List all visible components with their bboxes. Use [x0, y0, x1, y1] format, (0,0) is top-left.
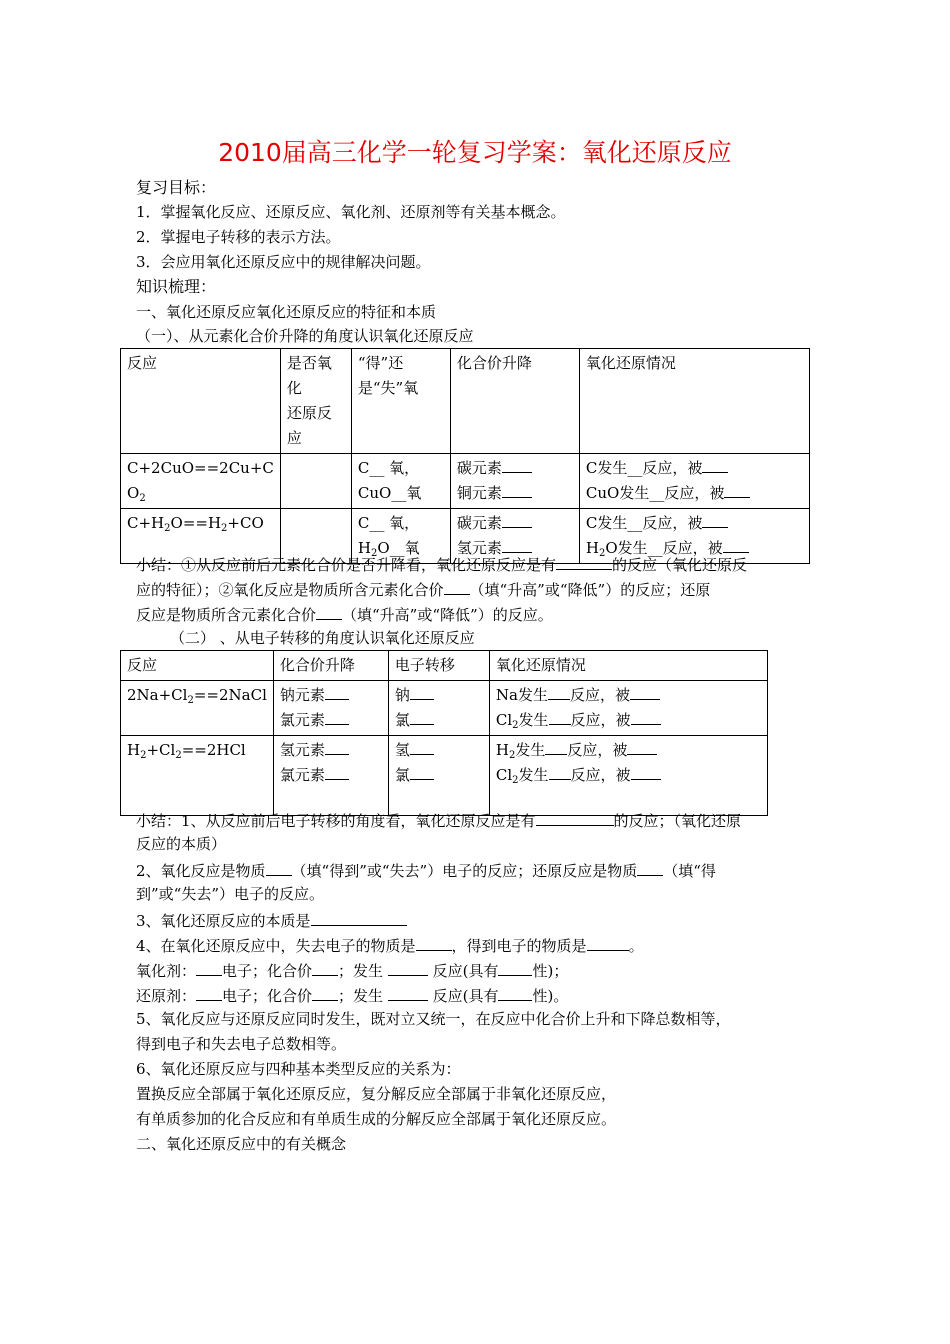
blank-line[interactable]: [325, 763, 349, 780]
blank-line[interactable]: [502, 536, 532, 553]
subsection-heading: （二） 、从电子转移的角度认识氧化还原反应: [170, 629, 475, 647]
blank-line[interactable]: [549, 763, 571, 780]
objective-item: 2．掌握电子转移的表示方法。: [136, 228, 341, 246]
blank-line[interactable]: [630, 683, 660, 700]
blank-line[interactable]: [196, 984, 222, 1001]
summary-line: [136, 578, 710, 600]
header-line: 是否氧化: [286, 354, 332, 397]
oxidant-line: [136, 959, 568, 981]
summary-line: [136, 859, 716, 881]
blank-line[interactable]: [196, 959, 222, 976]
summary-text: 反应是物质所含元素化合价: [136, 606, 317, 624]
subscript: 2: [221, 523, 228, 534]
blank-line[interactable]: [410, 683, 434, 700]
summary-text: ，得到电子的物质是: [451, 937, 587, 955]
blank-line[interactable]: [266, 859, 292, 876]
summary-line: [136, 809, 741, 831]
oxygen-text: O__氧: [377, 539, 420, 557]
situation-text: 反应，被: [570, 711, 631, 729]
situation-text: CuO发生__反应，被: [585, 484, 725, 502]
blank-line[interactable]: [702, 511, 728, 528]
summary-line: [136, 909, 407, 931]
situation-text: H: [495, 741, 509, 759]
summary-text: 。: [628, 937, 644, 955]
situation-text: Na发生: [495, 686, 548, 704]
summary-text: 性)；: [532, 962, 569, 980]
summary-line: 6、氧化还原反应与四种基本类型反应的关系为：: [136, 1060, 461, 1078]
element-label: 氯: [394, 766, 410, 784]
summary-text: （填“得: [663, 862, 716, 880]
table-row: [121, 681, 768, 736]
page-title: 2010届高三化学一轮复习学案：氧化还原反应: [218, 138, 732, 167]
reaction-cell: [121, 736, 274, 816]
summary-text: 性)。: [532, 987, 569, 1005]
situation-text: H: [585, 539, 599, 557]
subscript: 2: [187, 695, 194, 706]
reaction-text: H: [127, 741, 141, 759]
blank-line[interactable]: [410, 763, 434, 780]
blank-line[interactable]: [627, 738, 657, 755]
blank-line[interactable]: [502, 456, 532, 473]
header-cell: “得”还是“失”氧: [351, 349, 450, 454]
summary-line: 到”或“失去”）电子的反应。: [136, 885, 325, 903]
table-header-row: [121, 349, 810, 454]
summary-line: 5、氧化反应与还原反应同时发生，既对立又统一，在反应中化合价上升和下降总数相等，: [136, 1010, 731, 1028]
summary-text: （填“得到”或“失去”）电子的反应；还原反应是物质: [291, 862, 638, 880]
reaction-text: ==2HCl: [181, 741, 246, 759]
blank-line[interactable]: [325, 683, 349, 700]
element-label: 氢元素: [279, 741, 325, 759]
blank-line[interactable]: [316, 603, 342, 620]
summary-text: 还原剂：: [136, 987, 197, 1005]
blank-line[interactable]: [631, 708, 661, 725]
blank-line[interactable]: [548, 683, 570, 700]
reductant-line: [136, 984, 568, 1006]
header-cell: 化合价升降: [273, 651, 388, 681]
summary-text: ；发生: [338, 962, 384, 980]
table-valence-view: [120, 348, 810, 564]
element-label: 铜元素: [456, 484, 502, 502]
blank-line[interactable]: [549, 708, 571, 725]
situation-text: 反应，被: [567, 741, 628, 759]
oxygen-text: C__ 氧，: [357, 514, 420, 532]
table-row: [121, 454, 810, 509]
summary-text: 4、在氧化还原反应中，失去电子的物质是: [136, 937, 416, 955]
blank-line[interactable]: [444, 578, 470, 595]
reaction-text: 2Na+Cl: [127, 686, 188, 704]
electron-cell: [388, 736, 489, 816]
blank-line[interactable]: [502, 481, 532, 498]
blank-line[interactable]: [312, 959, 338, 976]
header-line: 还原反应: [286, 404, 332, 447]
valence-cell: [273, 681, 388, 736]
situation-text: 反应，被: [569, 686, 630, 704]
blank-line[interactable]: [388, 984, 428, 1001]
reaction-text: +CO: [227, 514, 264, 532]
objective-item: 1．掌握氧化反应、还原反应、氧化剂、还原剂等有关基本概念。: [136, 203, 566, 221]
header-cell: 电子转移: [388, 651, 489, 681]
element-label: 碳元素: [456, 514, 502, 532]
blank-line[interactable]: [556, 553, 612, 570]
objective-item: 3．会应用氧化还原反应中的规律解决问题。: [136, 253, 431, 271]
summary-text: 电子；化合价: [222, 962, 313, 980]
summary-line: 反应的本质）: [136, 835, 227, 853]
header-cell: 反应: [121, 349, 281, 454]
reaction-cell: [121, 681, 274, 736]
situation-cell: [489, 681, 767, 736]
blank-line[interactable]: [724, 481, 750, 498]
reaction-text: O==H: [170, 514, 222, 532]
situation-text: 发生: [518, 766, 549, 784]
blank-line[interactable]: [723, 536, 749, 553]
situation-cell: [489, 736, 767, 816]
summary-line: 置换反应全部属于氧化还原反应，复分解反应全部属于非氧化还原反应，: [136, 1085, 617, 1103]
blank-line[interactable]: [498, 959, 532, 976]
situation-text: O发生__反应，被: [605, 539, 723, 557]
summary-text: 的反应（氧化还原反: [612, 556, 748, 574]
element-label: 钠元素: [279, 686, 325, 704]
blank-cell[interactable]: [280, 454, 351, 509]
element-label: 氯元素: [279, 766, 325, 784]
oxygen-text: H: [357, 539, 371, 557]
situation-text: Cl: [495, 711, 513, 729]
element-label: 氢元素: [456, 539, 502, 557]
blank-line[interactable]: [498, 984, 532, 1001]
blank-line[interactable]: [545, 738, 567, 755]
summary-text: 3、氧化还原反应的本质是: [136, 912, 311, 930]
situation-text: 发生: [518, 711, 549, 729]
summary-text: 电子；化合价: [222, 987, 313, 1005]
element-label: 氯: [394, 711, 410, 729]
table-electron-view: [120, 650, 768, 816]
valence-cell: [450, 454, 579, 509]
subscript: 2: [175, 750, 182, 761]
header-cell: [280, 349, 351, 454]
table-header-row: [121, 651, 768, 681]
summary-line: [136, 934, 644, 956]
reaction-text: +Cl: [146, 741, 176, 759]
valence-cell: [273, 736, 388, 816]
summary-text: ；发生: [338, 987, 384, 1005]
subsection-heading: （一）、从元素化合价升降的角度认识氧化还原反应: [136, 327, 474, 345]
oxygen-cell: [351, 454, 450, 509]
subscript: 2: [139, 493, 146, 504]
situation-cell: [579, 454, 809, 509]
blank-line[interactable]: [311, 909, 407, 926]
electron-cell: [388, 681, 489, 736]
summary-line: 有单质参加的化合反应和有单质生成的分解反应全部属于氧化还原反应。: [136, 1110, 617, 1128]
summary-text: （填“升高”或“降低”）的反应；还原: [469, 581, 711, 599]
element-label: 氯元素: [279, 711, 325, 729]
summary-text: 反应(具有: [432, 987, 499, 1005]
table-row: [121, 736, 768, 816]
subscript: 2: [164, 523, 171, 534]
situation-text: C发生__反应，被: [585, 459, 703, 477]
blank-line[interactable]: [410, 738, 434, 755]
summary-line: [136, 603, 553, 625]
reaction-text: ==2NaCl: [193, 686, 267, 704]
header-cell: 化合价升降: [450, 349, 579, 454]
blank-line[interactable]: [631, 763, 661, 780]
reaction-text: C+H: [127, 514, 165, 532]
header-cell: 反应: [121, 651, 274, 681]
blank-line[interactable]: [410, 708, 434, 725]
element-label: 钠: [394, 686, 410, 704]
blank-line[interactable]: [312, 984, 338, 1001]
summary-text: 小结：①从反应前后元素化合价是否升降看，氧化还原反应是有: [136, 556, 557, 574]
element-label: 氢: [394, 741, 410, 759]
blank-line[interactable]: [388, 959, 428, 976]
reaction-text: C+2CuO==2Cu+C: [127, 459, 274, 477]
summary-text: 2、氧化反应是物质: [136, 862, 266, 880]
subscript: 2: [512, 720, 519, 731]
summary-text: 的反应；（氧化还原: [613, 812, 742, 830]
summary-text: （填“升高”或“降低”）的反应。: [342, 606, 553, 624]
situation-text: Cl: [495, 766, 513, 784]
summary-text: 反应(具有: [432, 962, 499, 980]
blank-line[interactable]: [637, 859, 663, 876]
subscript: 2: [370, 548, 378, 559]
oxygen-text: CuO__氧: [357, 484, 422, 502]
section-heading: 二、氧化还原反应中的有关概念: [136, 1135, 347, 1153]
blank-line[interactable]: [325, 708, 349, 725]
blank-line[interactable]: [416, 934, 452, 951]
summary-text: 氧化剂：: [136, 962, 197, 980]
summary-text: 小结：1、从反应前后电子转移的角度看，氧化还原反应是有: [136, 812, 536, 830]
element-label: 碳元素: [456, 459, 502, 477]
blank-line[interactable]: [325, 738, 349, 755]
reaction-text: O: [127, 484, 140, 502]
situation-text: C发生__反应，被: [585, 514, 703, 532]
situation-text: 发生: [515, 741, 546, 759]
subscript: 2: [508, 750, 516, 761]
reaction-cell: [121, 454, 281, 509]
header-cell: 氧化还原情况: [579, 349, 809, 454]
situation-text: 反应，被: [570, 766, 631, 784]
summary-line: 得到电子和失去电子总数相等。: [136, 1035, 347, 1053]
subscript: 2: [598, 548, 606, 559]
oxygen-text: C__ 氧，: [357, 459, 420, 477]
subscript: 2: [140, 750, 147, 761]
section-heading: 一、氧化还原反应氧化还原反应的特征和本质: [136, 303, 437, 321]
summary-text: 应的特征）；②氧化反应是物质所含元素化合价: [136, 581, 444, 599]
objectives-heading: 复习目标：: [136, 178, 217, 197]
blank-line[interactable]: [536, 809, 614, 826]
blank-line[interactable]: [702, 456, 728, 473]
header-cell: 氧化还原情况: [489, 651, 767, 681]
blank-line[interactable]: [587, 934, 629, 951]
subscript: 2: [512, 775, 519, 786]
blank-line[interactable]: [502, 511, 532, 528]
summary-line: [136, 553, 747, 575]
knowledge-heading: 知识梳理：: [136, 277, 217, 296]
